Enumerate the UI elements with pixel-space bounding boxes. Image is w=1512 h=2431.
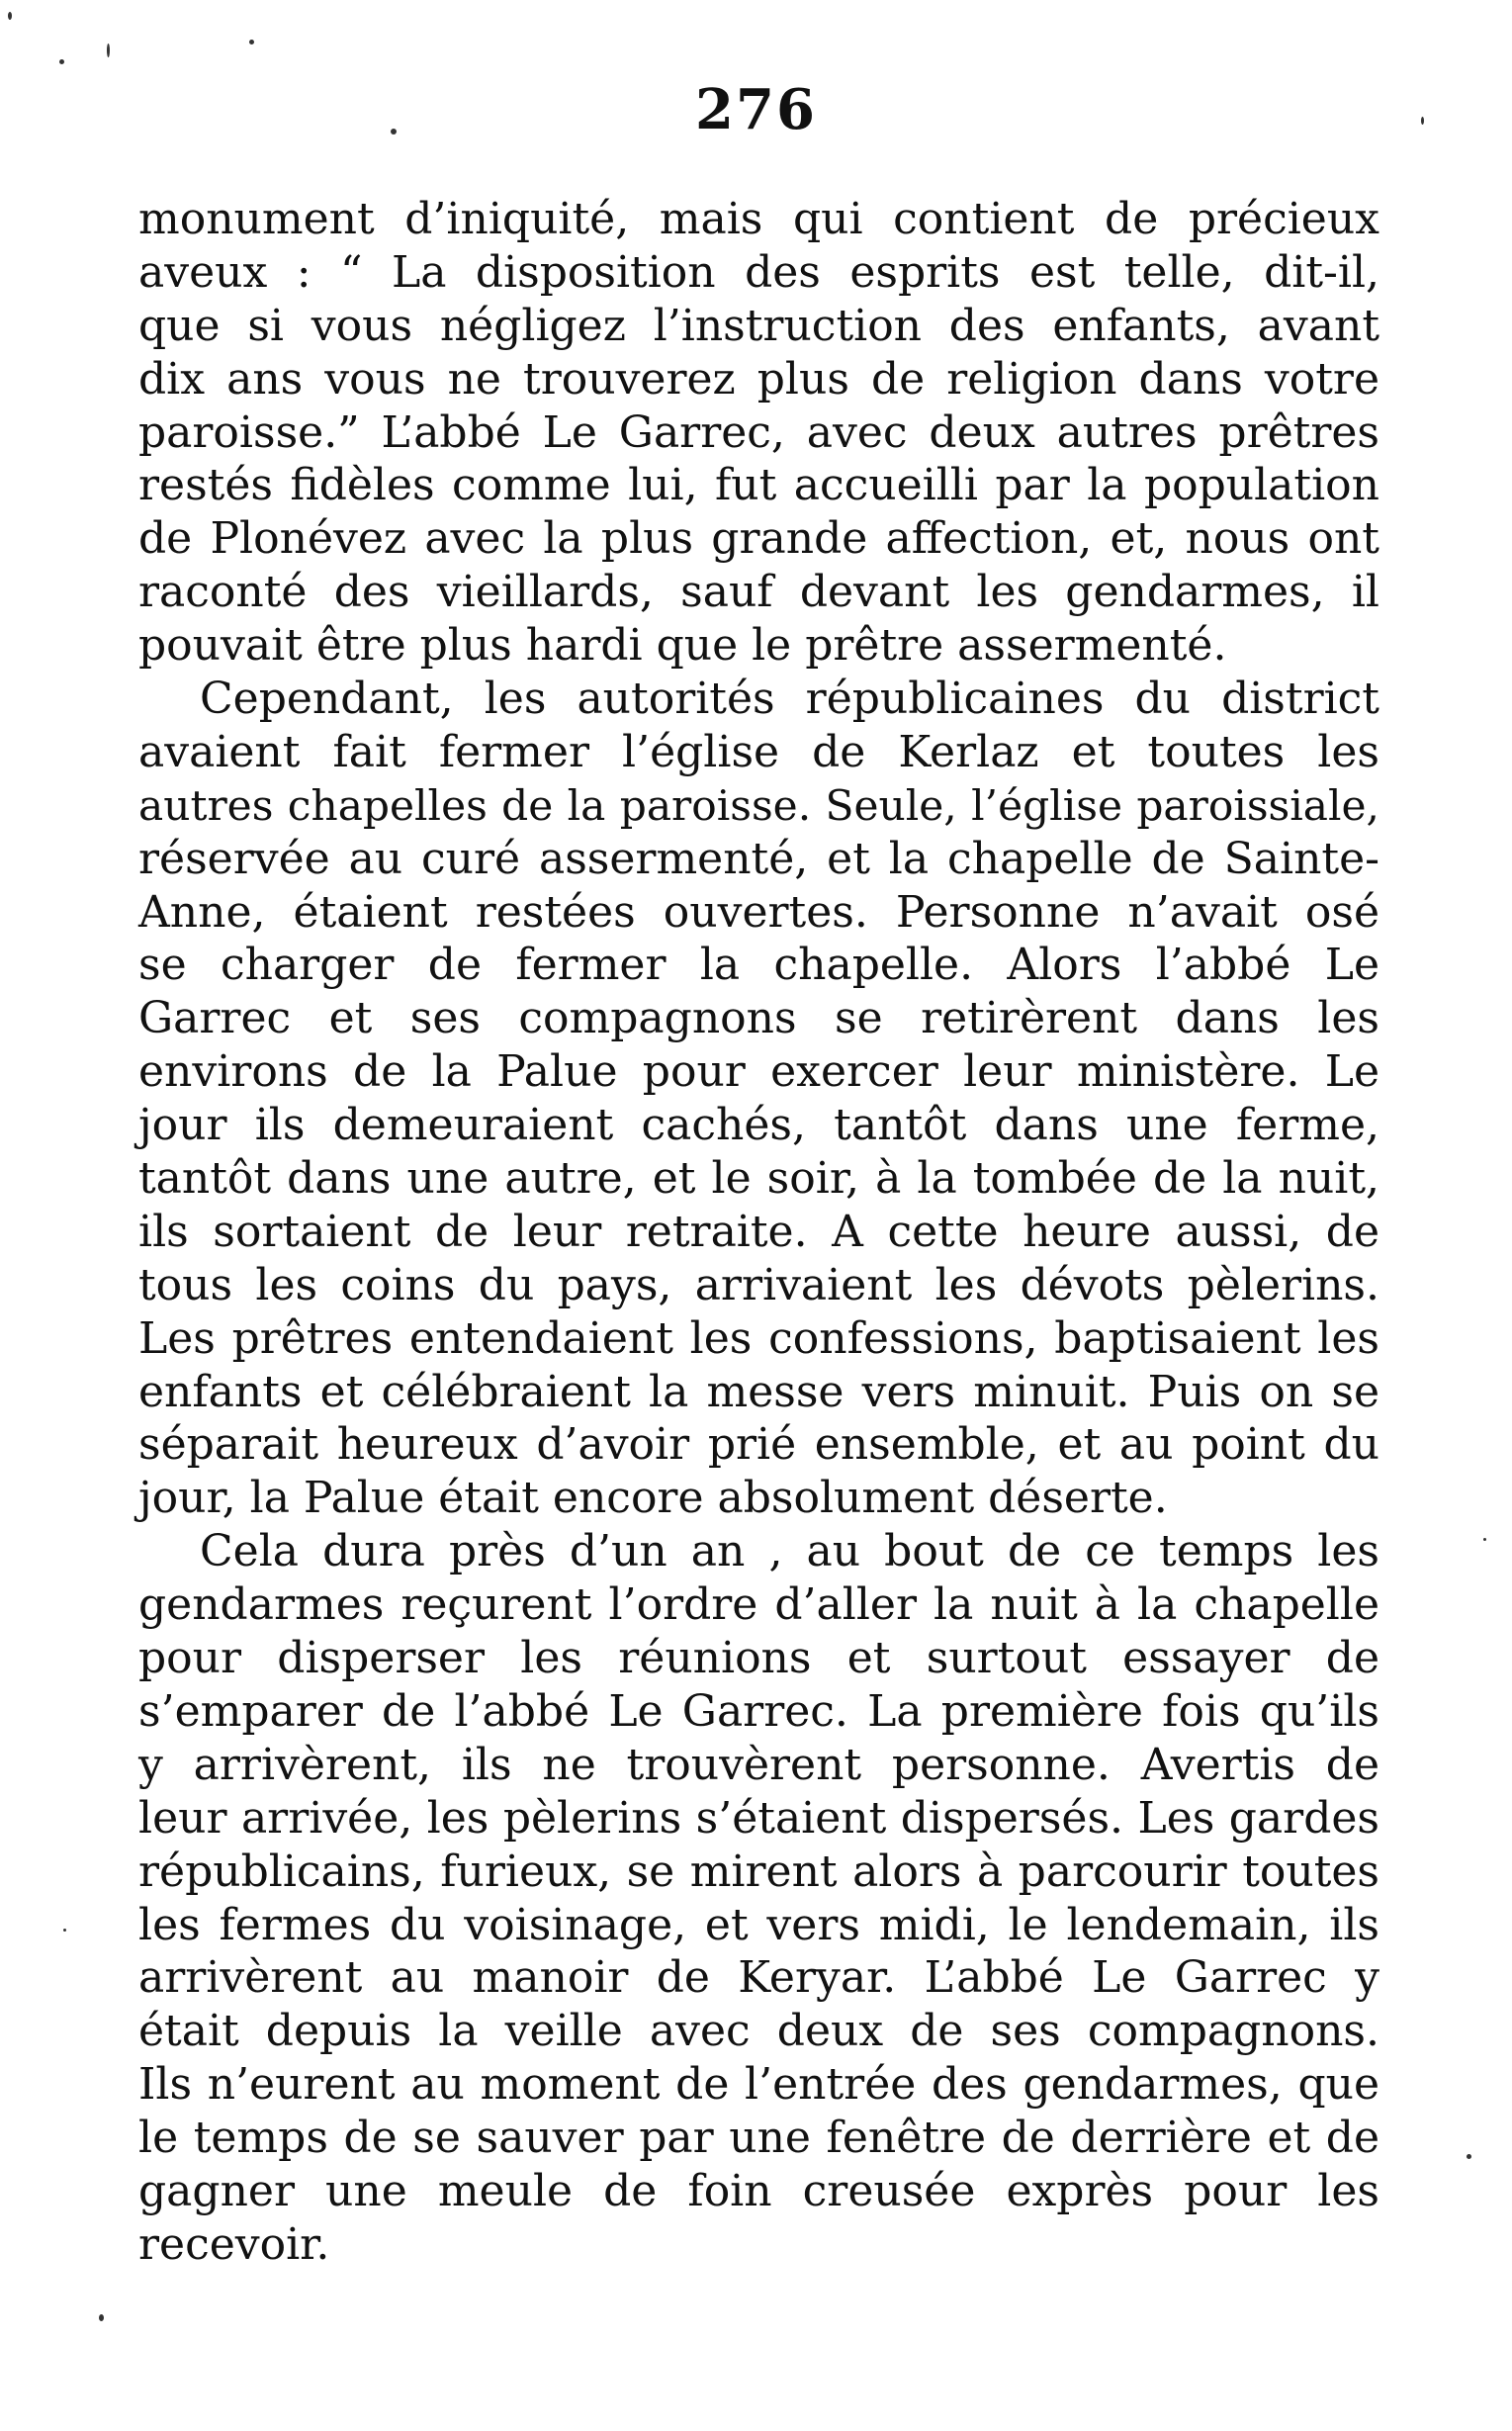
text-line: paroisse.” L’abbé Le Garrec, avec deux autres prêtres xyxy=(138,406,1379,458)
scan-speck xyxy=(391,129,397,135)
text-line: dix ans vous ne trouverez plus de religion dans votre xyxy=(138,353,1379,405)
text-line: enfants et célébraient la messe vers minuit. Puis on se xyxy=(138,1366,1379,1417)
text-line: était depuis la veille avec deux de ses compagnons. xyxy=(138,2006,1379,2057)
text-line: arrivèrent au manoir de Keryar. L’abbé Le Garrec y xyxy=(138,1952,1379,2004)
text-line: Cependant, les autorités républicaines du district xyxy=(200,674,1379,725)
text-line: s’emparer de l’abbé Le Garrec. La première fois qu’ils xyxy=(138,1685,1379,1737)
text-line: Les prêtres entendaient les confessions, baptisaient les xyxy=(138,1312,1379,1364)
text-line: de Plonévez avec la plus grande affection, et, nous ont xyxy=(138,513,1379,565)
text-line: séparait heureux d’avoir prié ensemble, et au point du xyxy=(138,1419,1379,1471)
text-line: autres chapelles de la paroisse. Seule, l’église paroissiale, xyxy=(138,780,1379,830)
scan-speck xyxy=(1421,117,1424,125)
scan-speck xyxy=(99,2314,104,2321)
text-line: gagner une meule de foin creusée exprès pour les xyxy=(138,2165,1379,2216)
scan-speck xyxy=(63,1929,66,1932)
scan-speck xyxy=(1483,1538,1486,1541)
text-line: leur arrivée, les pèlerins s’étaient dispersés. Les gardes xyxy=(138,1792,1379,1844)
text-line: environs de la Palue pour exercer leur ministère. Le xyxy=(138,1046,1379,1098)
text-line: gendarmes reçurent l’ordre d’aller la nuit à la chapelle xyxy=(138,1579,1379,1631)
scan-speck xyxy=(1467,2154,1471,2159)
text-line: républicains, furieux, se mirent alors à parcourir toutes xyxy=(138,1846,1379,1897)
text-line: avaient fait fermer l’église de Kerlaz et toutes les xyxy=(138,726,1379,777)
page-number: 276 xyxy=(695,77,817,142)
text-line: monument d’iniquité, mais qui contient de précieux xyxy=(138,194,1379,244)
text-line: ils sortaient de leur retraite. A cette heure aussi, de xyxy=(138,1206,1379,1257)
text-line: tous les coins du pays, arrivaient les dévots pèlerins. xyxy=(138,1259,1379,1310)
scan-speck xyxy=(59,59,64,64)
text-line: le temps de se sauver par une fenêtre de derrière et de xyxy=(138,2113,1379,2164)
text-line: recevoir. xyxy=(138,2218,330,2270)
text-line: réservée au curé assermenté, et la chapelle de Sainte- xyxy=(138,833,1379,884)
text-line: se charger de fermer la chapelle. Alors l’abbé Le xyxy=(138,940,1379,991)
text-line: aveux : “ La disposition des esprits est telle, dit-il, xyxy=(138,246,1379,298)
text-line: pouvait être plus hardi que le prêtre assermenté. xyxy=(138,620,1227,672)
scan-speck xyxy=(107,44,110,57)
scan-speck xyxy=(249,40,254,45)
text-line: restés fidèles comme lui, fut accueilli par la population xyxy=(138,460,1379,511)
text-line: Anne, étaient restées ouvertes. Personne n’avait osé xyxy=(138,886,1379,938)
scan-speck xyxy=(8,12,12,20)
text-line: Garrec et ses compagnons se retirèrent dans les xyxy=(138,993,1379,1044)
body-text xyxy=(138,193,1379,2272)
text-line: raconté des vieillards, sauf devant les gendarmes, il xyxy=(138,567,1379,618)
text-line: jour ils demeuraient cachés, tantôt dans une ferme, xyxy=(138,1100,1379,1151)
text-line: jour, la Palue était encore absolument déserte. xyxy=(138,1473,1168,1524)
text-line: Cela dura près d’un an , au bout de ce temps les xyxy=(200,1526,1379,1577)
text-line: y arrivèrent, ils ne trouvèrent personne. Avertis de xyxy=(138,1739,1379,1790)
text-line: tantôt dans une autre, et le soir, à la tombée de la nuit, xyxy=(138,1153,1379,1205)
text-line: pour disperser les réunions et surtout essayer de xyxy=(138,1633,1379,1684)
text-line: les fermes du voisinage, et vers midi, le lendemain, ils xyxy=(138,1899,1379,1950)
text-line: que si vous négligez l’instruction des enfants, avant xyxy=(138,300,1379,351)
text-line: Ils n’eurent au moment de l’entrée des gendarmes, que xyxy=(138,2059,1379,2111)
